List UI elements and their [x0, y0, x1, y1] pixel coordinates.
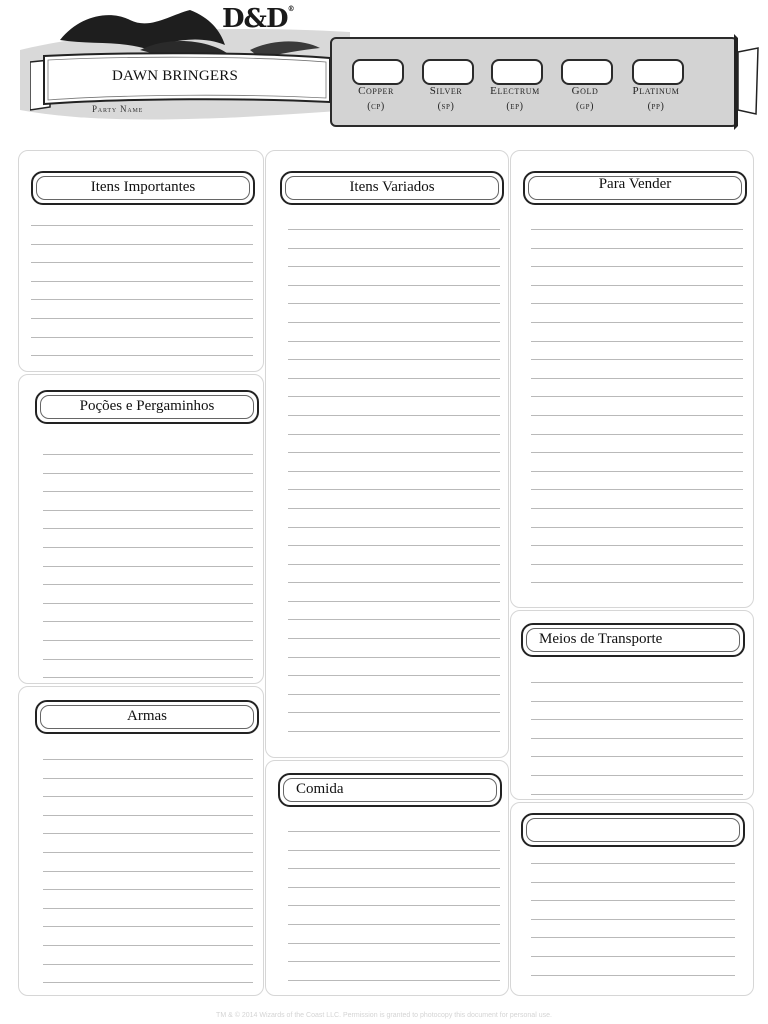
writing-line[interactable]: [531, 471, 743, 472]
writing-line[interactable]: [531, 303, 743, 304]
writing-line[interactable]: [531, 266, 743, 267]
writing-line[interactable]: [43, 926, 253, 927]
writing-line[interactable]: [288, 619, 500, 620]
writing-line[interactable]: [531, 975, 735, 976]
writing-line[interactable]: [288, 396, 500, 397]
silver-input[interactable]: [422, 59, 474, 85]
writing-lines[interactable]: [531, 863, 735, 993]
writing-line[interactable]: [43, 833, 253, 834]
coin-label: Copper: [358, 85, 394, 97]
writing-line[interactable]: [43, 510, 253, 511]
writing-line[interactable]: [531, 359, 743, 360]
writing-line[interactable]: [288, 868, 500, 869]
writing-line[interactable]: [288, 489, 500, 490]
writing-line[interactable]: [43, 778, 253, 779]
writing-line[interactable]: [31, 262, 253, 263]
writing-line[interactable]: [288, 452, 500, 453]
writing-line[interactable]: [43, 640, 253, 641]
writing-line[interactable]: [31, 337, 253, 338]
coin-panel: [330, 37, 738, 127]
writing-line[interactable]: [288, 229, 500, 230]
writing-line[interactable]: [288, 266, 500, 267]
writing-line[interactable]: [531, 489, 743, 490]
panel-para-vender: [510, 150, 754, 608]
writing-line[interactable]: [288, 657, 500, 658]
section-title: Poções e Pergaminhos: [79, 398, 215, 414]
writing-line[interactable]: [288, 415, 500, 416]
section-header: [278, 773, 502, 807]
writing-line[interactable]: [288, 961, 500, 962]
dnd-logo: D&D®: [222, 4, 294, 34]
writing-line[interactable]: [288, 905, 500, 906]
writing-line[interactable]: [43, 491, 253, 492]
panel-armas: [18, 686, 264, 996]
party-name-label: Party Name: [92, 104, 144, 114]
writing-line[interactable]: [531, 756, 743, 757]
section-header: [280, 171, 504, 205]
writing-line[interactable]: [531, 794, 743, 795]
writing-line[interactable]: [288, 527, 500, 528]
writing-line[interactable]: [288, 564, 500, 565]
section-header: [35, 390, 259, 424]
section-header: [35, 700, 259, 734]
writing-line[interactable]: [43, 677, 253, 678]
writing-line[interactable]: [43, 982, 253, 983]
writing-line[interactable]: [288, 831, 500, 832]
coin-abbr: (gp): [575, 101, 594, 112]
writing-line[interactable]: [43, 528, 253, 529]
writing-line[interactable]: [531, 582, 743, 583]
panel-comida: [265, 760, 509, 996]
writing-line[interactable]: [288, 943, 500, 944]
scroll-end-decoration: [728, 34, 762, 130]
coin-abbr: (ep): [506, 101, 524, 112]
coin-abbr: (cp): [367, 101, 385, 112]
writing-line[interactable]: [531, 863, 735, 864]
writing-line[interactable]: [288, 601, 500, 602]
writing-line[interactable]: [288, 712, 500, 713]
panel-itens-variados: [265, 150, 509, 758]
section-title: Para Vender: [598, 176, 672, 192]
coin-label: Gold: [571, 85, 599, 97]
writing-line[interactable]: [288, 248, 500, 249]
writing-lines[interactable]: [43, 454, 253, 696]
writing-line[interactable]: [531, 701, 743, 702]
writing-line[interactable]: [531, 341, 743, 342]
writing-line[interactable]: [31, 225, 253, 226]
coin-electrum: [479, 39, 551, 125]
writing-line[interactable]: [43, 547, 253, 548]
writing-line[interactable]: [288, 545, 500, 546]
writing-lines[interactable]: [31, 225, 253, 374]
writing-line[interactable]: [531, 882, 735, 883]
writing-line[interactable]: [43, 621, 253, 622]
writing-line[interactable]: [288, 471, 500, 472]
writing-line[interactable]: [43, 603, 253, 604]
section-header-blank[interactable]: [521, 813, 745, 847]
writing-line[interactable]: [43, 796, 253, 797]
writing-line[interactable]: [531, 248, 743, 249]
writing-line[interactable]: [43, 945, 253, 946]
writing-lines[interactable]: [531, 229, 743, 601]
panel-pocoes-pergaminhos: [18, 374, 264, 684]
section-title: Comida: [296, 781, 344, 797]
writing-line[interactable]: [288, 850, 500, 851]
writing-line[interactable]: [531, 508, 743, 509]
writing-line[interactable]: [288, 694, 500, 695]
writing-line[interactable]: [531, 322, 743, 323]
section-header: [521, 623, 745, 657]
section-title: Meios de Transporte: [539, 631, 663, 647]
writing-line[interactable]: [288, 322, 500, 323]
writing-line[interactable]: [43, 815, 253, 816]
writing-line[interactable]: [531, 415, 743, 416]
writing-line[interactable]: [288, 303, 500, 304]
writing-line[interactable]: [43, 759, 253, 760]
writing-line[interactable]: [531, 452, 743, 453]
writing-lines[interactable]: [288, 229, 500, 750]
section-title: Itens Importantes: [90, 179, 196, 195]
writing-line[interactable]: [288, 508, 500, 509]
writing-line[interactable]: [288, 731, 500, 732]
writing-line[interactable]: [531, 434, 743, 435]
section-header: [31, 171, 255, 205]
writing-line[interactable]: [531, 229, 743, 230]
copyright-footer: TM & © 2014 Wizards of the Coast LLC. Permission is granted to photocopy this document for personal use.: [216, 1012, 552, 1019]
writing-line[interactable]: [43, 871, 253, 872]
gold-input[interactable]: [561, 59, 613, 85]
copper-input[interactable]: [352, 59, 404, 85]
coin-platinum: [620, 39, 692, 125]
writing-line[interactable]: [531, 738, 743, 739]
writing-line[interactable]: [531, 919, 735, 920]
coin-label: Platinum: [632, 85, 680, 97]
writing-line[interactable]: [288, 582, 500, 583]
writing-line[interactable]: [288, 378, 500, 379]
writing-line[interactable]: [31, 244, 253, 245]
section-title: Itens Variados: [349, 179, 435, 195]
writing-line[interactable]: [43, 964, 253, 965]
coin-copper: [340, 39, 412, 125]
writing-line[interactable]: [43, 473, 253, 474]
writing-line[interactable]: [31, 281, 253, 282]
coin-label: Electrum: [490, 85, 540, 97]
writing-line[interactable]: [288, 341, 500, 342]
writing-lines[interactable]: [43, 759, 253, 1001]
writing-line[interactable]: [288, 359, 500, 360]
writing-lines[interactable]: [288, 831, 500, 998]
writing-line[interactable]: [288, 924, 500, 925]
writing-line[interactable]: [531, 285, 743, 286]
writing-line[interactable]: [531, 396, 743, 397]
panel-blank-section: [510, 802, 754, 996]
writing-line[interactable]: [531, 956, 735, 957]
writing-line[interactable]: [31, 318, 253, 319]
writing-line[interactable]: [288, 434, 500, 435]
writing-line[interactable]: [288, 980, 500, 981]
writing-line[interactable]: [531, 937, 735, 938]
writing-line[interactable]: [31, 355, 253, 356]
writing-line[interactable]: [531, 564, 743, 565]
electrum-input[interactable]: [491, 59, 543, 85]
writing-line[interactable]: [31, 299, 253, 300]
writing-line[interactable]: [531, 527, 743, 528]
writing-line[interactable]: [531, 682, 743, 683]
writing-line[interactable]: [43, 584, 253, 585]
writing-line[interactable]: [531, 719, 743, 720]
coin-abbr: (pp): [647, 101, 665, 112]
coin-abbr: (sp): [437, 101, 455, 112]
section-header: [523, 171, 747, 205]
writing-line[interactable]: [531, 900, 735, 901]
writing-line[interactable]: [288, 285, 500, 286]
party-name-value[interactable]: DAWN BRINGERS: [112, 68, 238, 84]
writing-line[interactable]: [531, 378, 743, 379]
writing-line[interactable]: [43, 889, 253, 890]
writing-lines[interactable]: [531, 682, 743, 812]
coin-gold: [549, 39, 621, 125]
writing-line[interactable]: [531, 775, 743, 776]
writing-line[interactable]: [288, 675, 500, 676]
platinum-input[interactable]: [632, 59, 684, 85]
writing-line[interactable]: [531, 545, 743, 546]
writing-line[interactable]: [43, 454, 253, 455]
writing-line[interactable]: [288, 887, 500, 888]
panel-itens-importantes: [18, 150, 264, 372]
writing-line[interactable]: [43, 908, 253, 909]
coin-label: Silver: [429, 85, 463, 97]
writing-line[interactable]: [43, 566, 253, 567]
writing-line[interactable]: [43, 852, 253, 853]
writing-line[interactable]: [288, 638, 500, 639]
coin-silver: [410, 39, 482, 125]
section-title: Armas: [127, 708, 167, 724]
writing-line[interactable]: [43, 659, 253, 660]
panel-meios-de-transporte: [510, 610, 754, 800]
